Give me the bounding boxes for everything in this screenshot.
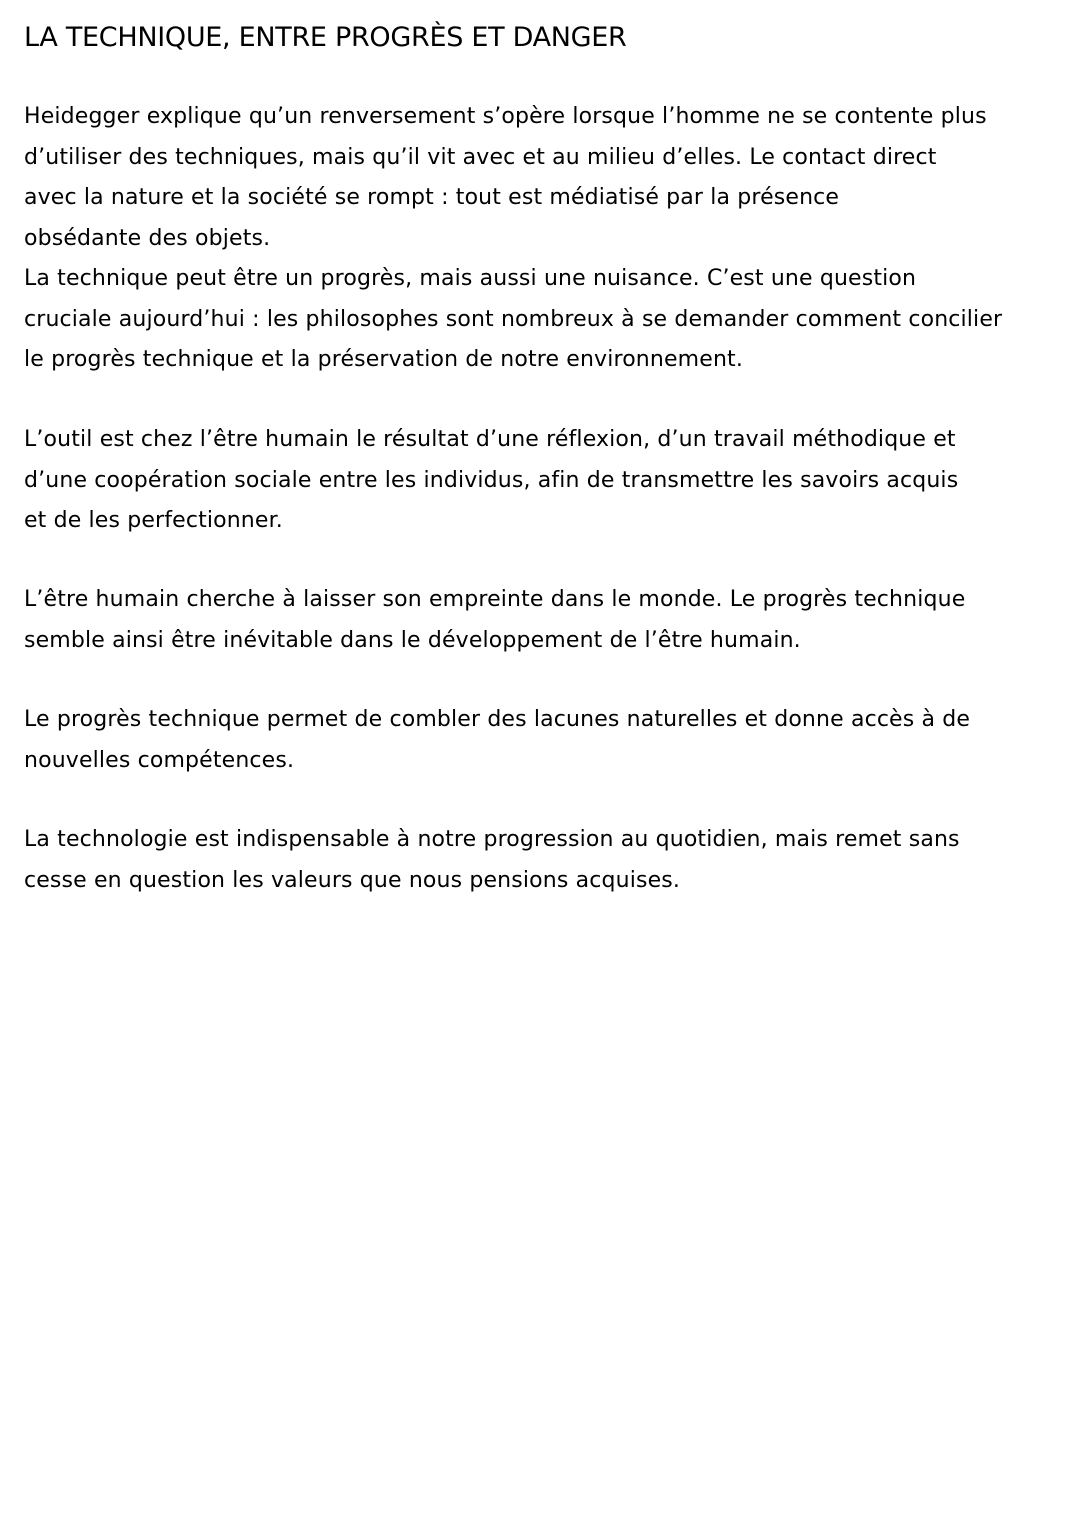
text-line: d’utiliser des techniques, mais qu’il vit avec et au milieu d’elles. Le contact direct — [24, 144, 937, 170]
text-line: cruciale aujourd’hui : les philosophes sont nombreux à se demander comment concilier — [24, 306, 1003, 332]
text-line: avec la nature et la société se rompt : tout est médiatisé par la présence — [24, 185, 840, 210]
paragraph-technologie — [24, 820, 1054, 901]
text-line: L’outil est chez l’être humain le résultat d’une réflexion, d’un travail méthodique et — [24, 427, 956, 452]
text-line: nouvelles compétences. — [24, 747, 295, 773]
text-line: semble ainsi être inévitable dans le développement de l’être humain. — [24, 627, 801, 653]
text-line: Le progrès technique permet de combler des lacunes naturelles et donne accès à de — [24, 707, 971, 732]
page-title: LA TECHNIQUE, ENTRE PROGRÈS ET DANGER — [24, 22, 627, 53]
paragraph-empreinte — [24, 580, 1054, 661]
text-line: L’être humain cherche à laisser son empreinte dans le monde. Le progrès technique — [24, 587, 966, 612]
text-line: cesse en question les valeurs que nous pensions acquises. — [24, 867, 681, 893]
text-line: Heidegger explique qu’un renversement s’opère lorsque l’homme ne se contente plus — [24, 104, 987, 129]
paragraph-outil — [24, 420, 1054, 542]
text-line: obsédante des objets. — [24, 225, 271, 251]
text-line: La technique peut être un progrès, mais aussi une nuisance. C’est une question — [24, 266, 917, 291]
paragraph-heidegger — [24, 97, 1054, 381]
text-line: d’une coopération sociale entre les individus, afin de transmettre les savoirs acquis — [24, 467, 959, 493]
paragraph-lacunes — [24, 700, 1054, 781]
text-line: et de les perfectionner. — [24, 508, 283, 533]
text-line: le progrès technique et la préservation de notre environnement. — [24, 347, 743, 372]
text-line: La technologie est indispensable à notre progression au quotidien, mais remet sans — [24, 827, 960, 852]
